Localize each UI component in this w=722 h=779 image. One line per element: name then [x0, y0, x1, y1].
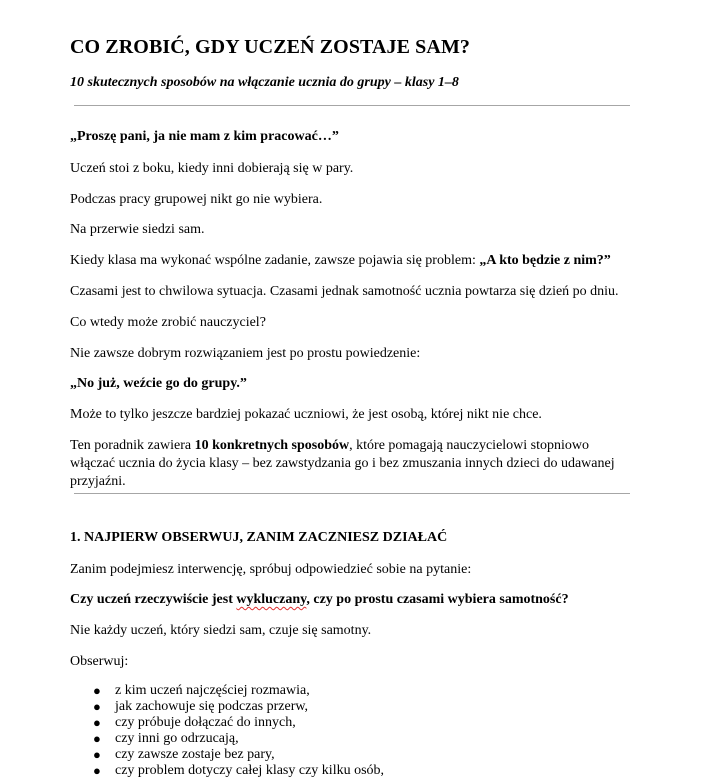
- list-item: [70, 763, 384, 779]
- list-item: [70, 683, 384, 699]
- intro-paragraph-9: [70, 437, 636, 491]
- horizontal-rule: [74, 105, 630, 106]
- bullet-icon: ●: [93, 747, 101, 762]
- section-1-question-text: Czy uczeń rzeczywiście jest: [70, 592, 237, 607]
- section-1-heading: 1. NAJPIERW OBSERWUJ, ZANIM ZACZNIESZ DZIAŁAĆ: [70, 530, 448, 545]
- document-title: CO ZROBIĆ, GDY UCZEŃ ZOSTAJE SAM?: [70, 36, 471, 58]
- intro-paragraph-9-bold: 10 konkretnych sposobów: [194, 438, 350, 453]
- section-1-paragraph-1: Zanim podejmiesz interwencję, spróbuj odpowiedzieć sobie na pytanie:: [70, 562, 472, 577]
- intro-paragraph-9-rest: , które pomagają nauczycielowi stopniowo włączać ucznia do życia klasy – bez zawstydzania go i bez zmuszania innych dzieci do udawanej przyjaźni.: [70, 438, 615, 489]
- bullet-icon: ●: [93, 715, 101, 730]
- intro-paragraph-4-text: Kiedy klasa ma wykonać wspólne zadanie, zawsze pojawia się problem:: [70, 253, 480, 268]
- intro-paragraph-6: Co wtedy może zrobić nauczyciel?: [70, 315, 266, 330]
- list-item-text: czy problem dotyczy całej klasy czy kilku osób,: [115, 763, 385, 778]
- horizontal-rule: [74, 493, 630, 494]
- intro-paragraph-5: Czasami jest to chwilowa sytuacja. Czasami jednak samotność ucznia powtarza się dzień po dniu.: [70, 284, 619, 299]
- list-item-text: czy inni go odrzucają,: [115, 731, 239, 746]
- intro-paragraph-3: Na przerwie siedzi sam.: [70, 222, 205, 237]
- list-item: [70, 715, 384, 731]
- section-1-question-rest: , czy po prostu czasami wybiera samotność?: [306, 592, 569, 607]
- list-item: [70, 747, 384, 763]
- list-item: [70, 699, 384, 715]
- bullet-icon: ●: [93, 763, 101, 778]
- list-item-text: jak zachowuje się podczas przerw,: [115, 699, 309, 714]
- bullet-icon: ●: [93, 699, 101, 714]
- list-item-text: czy próbuje dołączać do innych,: [115, 715, 296, 730]
- list-item-text: czy zawsze zostaje bez pary,: [115, 747, 275, 762]
- intro-paragraph-1: Uczeń stoi z boku, kiedy inni dobierają się w pary.: [70, 161, 354, 176]
- intro-paragraph-2: Podczas pracy grupowej nikt go nie wybiera.: [70, 192, 323, 207]
- list-item-text: z kim uczeń najczęściej rozmawia,: [115, 683, 310, 698]
- intro-paragraph-8: Może to tylko jeszcze bardziej pokazać uczniowi, że jest osobą, której nikt nie chce.: [70, 407, 542, 422]
- section-1-question: [70, 592, 569, 608]
- intro-paragraph-7: Nie zawsze dobrym rozwiązaniem jest po prostu powiedzenie:: [70, 346, 421, 361]
- section-1-paragraph-2: Nie każdy uczeń, który siedzi sam, czuje się samotny.: [70, 623, 372, 638]
- document-subtitle: 10 skutecznych sposobów na włączanie ucznia do grupy – klasy 1–8: [70, 75, 459, 90]
- bullet-icon: ●: [93, 731, 101, 746]
- intro-paragraph-4: [70, 253, 611, 269]
- intro-paragraph-4-quote: „A kto będzie z nim?”: [479, 253, 611, 268]
- bullet-icon: ●: [93, 683, 101, 698]
- list-item: [70, 731, 384, 747]
- spellcheck-flagged-word: wykluczany: [236, 592, 307, 607]
- intro-quote: „Proszę pani, ja nie mam z kim pracować…”: [70, 129, 339, 144]
- observation-list: [70, 683, 384, 779]
- section-1-paragraph-3: Obserwuj:: [70, 654, 129, 669]
- intro-paragraph-9-text: Ten poradnik zawiera: [70, 438, 195, 453]
- intro-quote-2: „No już, weźcie go do grupy.”: [70, 376, 247, 391]
